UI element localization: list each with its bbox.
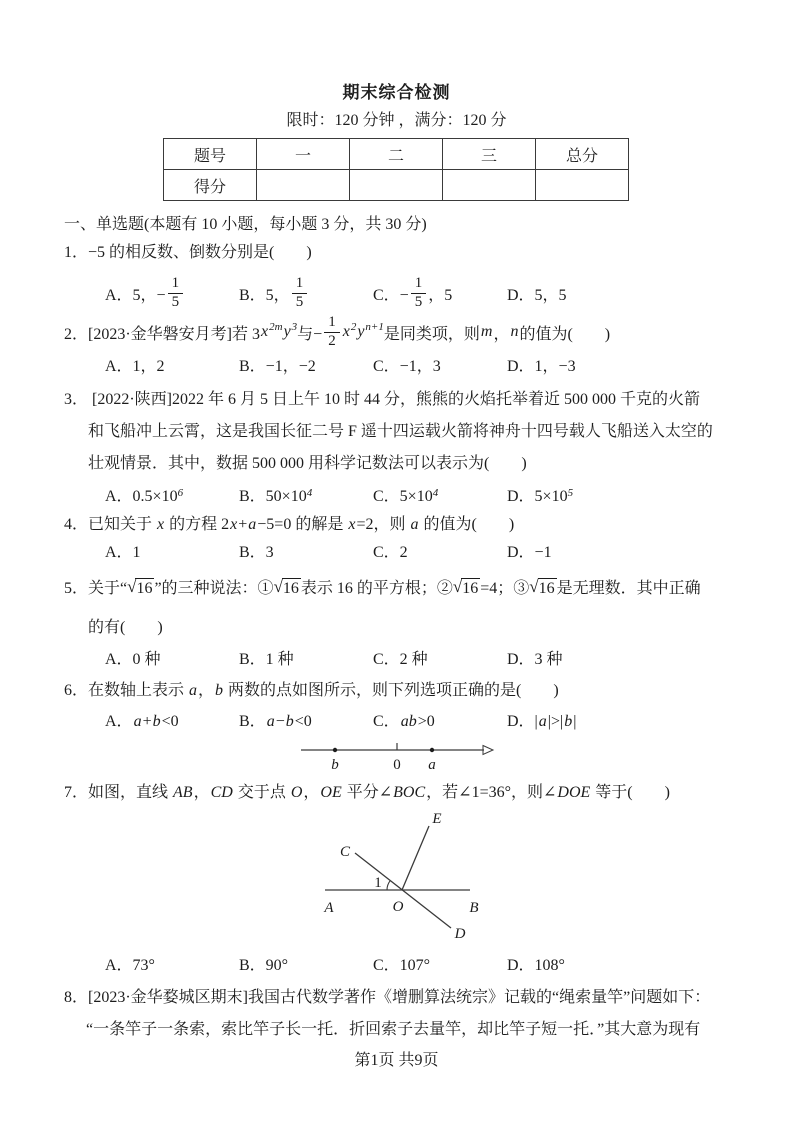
q1-option-b: B．5， $\frac{1}{5}$ [239,272,309,314]
score-cell [257,170,350,201]
question-6-stem: 6．在数轴上表示 a，b 两数的点如图所示，则下列选项正确的是( ) [64,682,559,699]
angle-1-arc [387,881,390,890]
q7-option-a: A．73° [105,957,155,974]
score-table-header-cell: 题号 [164,139,257,170]
q3-option-d: D．$5\times 10^5$ [507,487,574,505]
question-3-line-3: 壮观情景．其中，数据 500 000 用科学记数法可以表示为( ) [88,455,527,472]
q1-option-a: A．5，− $\frac{1}{5}$ [105,272,185,314]
q2-option-b: B．−1，−2 [239,358,316,375]
score-table-score-row [164,170,629,201]
q1-option-d: D．5，5 [507,286,567,304]
exam-limits-subtitle: 限时：120 分钟 ，满分：120 分 [286,112,507,129]
q6-option-d: D．|a|>|b| [507,713,577,730]
origin-label: 0 [393,757,401,772]
q5-option-b: B．1 种 [239,651,294,668]
question-2-stem: 2．[2023·金华磐安月考]若 3 x 2m y 3 与− $\frac{1}{2}$ x 2 y n+1 是同类项，则 m ， n 的值为( ) [64,313,611,349]
point-label-b: b [331,757,339,772]
q7-option-c: C．107° [373,957,431,974]
score-table-header-row [164,139,629,170]
axis-arrowhead-icon [483,746,493,755]
score-cell [350,170,443,201]
score-table-header-cell: 一 [257,139,350,170]
point-label-O: O [392,899,404,915]
q2-option-d: D．1，−3 [507,358,576,375]
question-8-line-2: “一条竿子一条索，索比竿子长一托．折回索子去量竿，却比竿子短一托．”其大意为现有 [86,1021,701,1038]
q6-option-c: C．ab>0 [373,713,435,730]
point-label-A: A [324,900,334,916]
angle-1-label: 1 [374,875,382,891]
q5-option-d: D．3 种 [507,651,563,668]
q4-option-b: B．3 [239,544,274,561]
q3-option-b: B．$50\times 10^4$ [239,487,313,505]
score-table-header-cell: 三 [443,139,536,170]
score-cell [443,170,536,201]
score-row-label: 得分 [164,170,257,201]
q4-option-d: D．−1 [507,544,552,561]
q4-option-c: C．2 [373,544,408,561]
number-line-figure [295,736,495,772]
question-5-line-1: 5．关于“√16 ”的三种说法：①√16 表示 16 的平方根；②√16 =4；③√16 是无理数．其中正确 [64,577,701,597]
score-table [163,138,629,201]
q3-option-c: C．$5\times 10^4$ [373,487,439,505]
q7-option-b: B．90° [239,957,289,974]
page-title: 期末综合检测 [342,83,451,102]
score-table-header-cell: 总分 [536,139,629,170]
ray-oe [402,826,429,890]
q4-option-a: A．1 [105,544,141,561]
q6-option-b: B．a−b<0 [239,713,312,730]
point-label-a: a [428,757,436,772]
page-footer: 第1页 共9页 [354,1052,439,1069]
intersecting-lines-figure [300,806,500,946]
point-label-C: C [339,844,351,860]
question-5-line-2: 的有( ) [88,619,163,636]
question-3-line-2: 和飞船冲上云霄，这是我国长征二号 F 遥十四运载火箭将神舟十四号载人飞船送入太空的 [88,423,713,440]
point-label-B: B [469,900,479,916]
question-7-stem: 7．如图，直线 AB，CD 交于点 O，OE 平分∠BOC，若∠1=36°，则∠DOE 等于( ) [64,784,670,801]
q7-option-d: D．108° [507,957,565,974]
question-3-line-1: 3． [2022·陕西]2022 年 6 月 5 日上午 10 时 44 分，熊熊的火焰托举着近 500 000 千克的火箭 [64,391,700,408]
score-cell [536,170,629,201]
section-heading: 一、单选题(本题有 10 小题，每小题 3 分，共 30 分) [64,216,427,233]
question-4-stem: 4．已知关于 x 的方程 2x+a−5=0 的解是 x=2，则 a 的值为( ) [64,516,515,533]
score-table-header-cell: 二 [350,139,443,170]
question-8-line-1: 8．[2023·金华婺城区期末]我国古代数学著作《增删算法统宗》记载的“绳索量竿”问题如下： [64,989,711,1006]
point-a-dot [430,748,434,752]
q3-option-a: A．$0.5\times 10^6$ [105,487,184,505]
question-1-stem: 1．−5 的相反数、倒数分别是( ) [64,244,312,261]
q5-option-c: C．2 种 [373,651,428,668]
point-label-E: E [432,811,442,827]
q1-option-c: C．− $\frac{1}{5}$ ，5 [373,274,453,310]
q6-option-a: A．a+b<0 [105,713,179,730]
q5-option-a: A．0 种 [105,651,161,668]
q2-option-a: A．1，2 [105,358,165,375]
q2-option-c: C．−1，3 [373,358,441,375]
point-label-D: D [454,926,466,942]
point-b-dot [333,748,337,752]
